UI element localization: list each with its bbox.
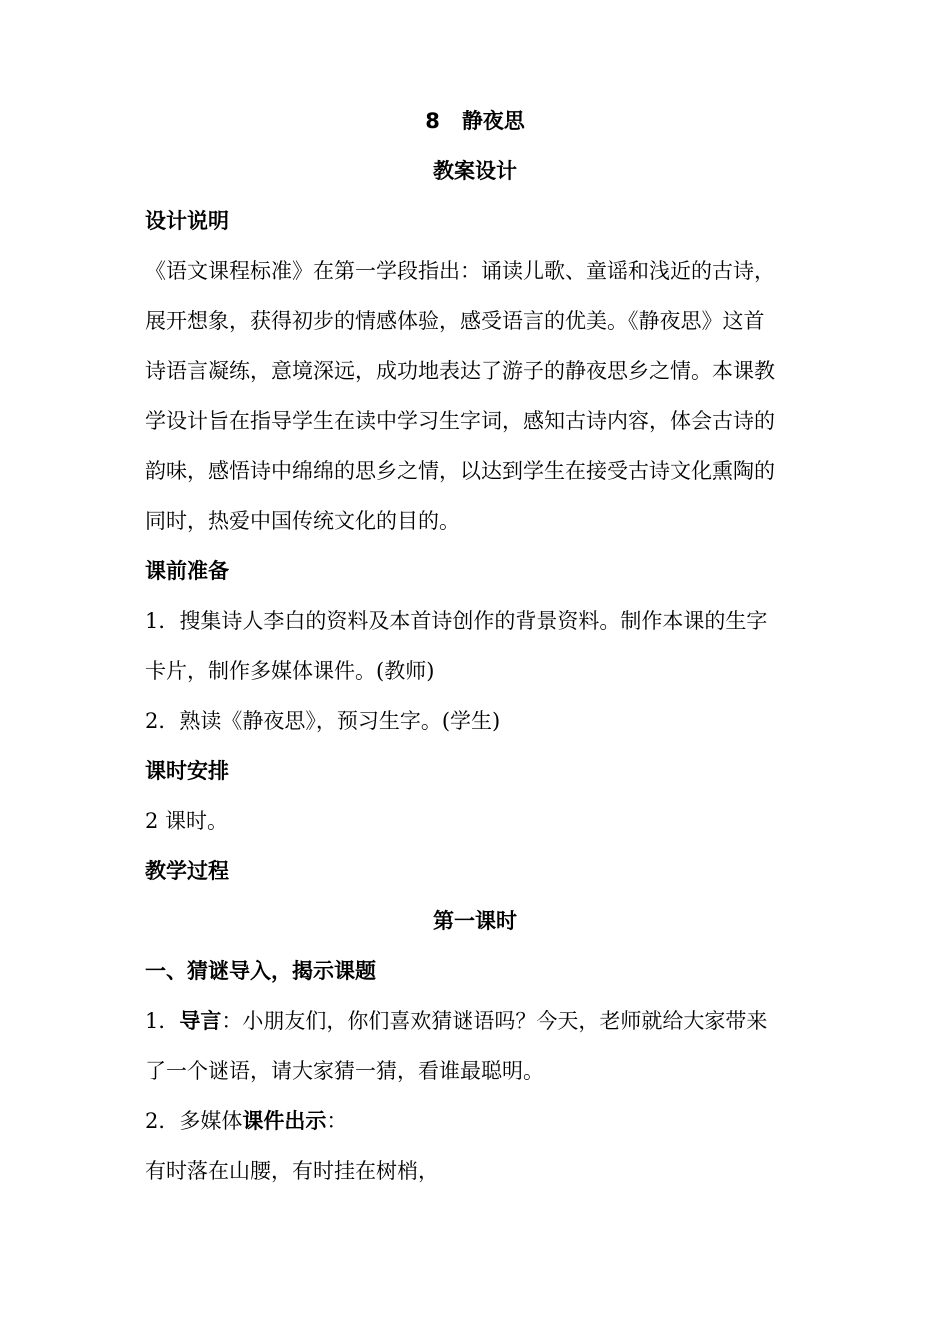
item-2-colon: ：: [326, 1109, 348, 1133]
item-1-text: ：小朋友们，你们喜欢猜谜语吗？今天，老师就给大家带来: [221, 1009, 768, 1033]
design-note-line: 《语文课程标准》在第一学段指出：诵读儿歌、童谣和浅近的古诗，: [145, 259, 775, 283]
item-2-label: 课件出示: [242, 1109, 327, 1133]
preparation-heading: 课前准备: [145, 559, 229, 583]
section-heading: 一、猜谜导入，揭示课题: [145, 959, 376, 983]
design-note-line: 展开想象，获得初步的情感体验，感受语言的优美。《静夜思》这首: [145, 309, 765, 333]
item-1-continued: 了一个谜语，请大家猜一猜，看谁最聪明。: [145, 1059, 544, 1083]
item-1-label: 导言: [179, 1009, 222, 1033]
preparation-line: 1．搜集诗人李白的资料及本首诗创作的背景资料。制作本课的生字: [145, 609, 768, 633]
process-heading: 教学过程: [145, 859, 229, 883]
design-note-line: 同时，热爱中国传统文化的目的。: [145, 509, 460, 533]
schedule-text: 2 课时。: [145, 809, 229, 833]
item-1: [145, 1006, 825, 1036]
riddle-line: 有时落在山腰，有时挂在树梢，: [145, 1159, 439, 1183]
item-1-prefix: 1．: [145, 1009, 180, 1033]
preparation-line: 2．熟读《静夜思》，预习生字。(学生): [145, 709, 501, 733]
design-note-heading: 设计说明: [145, 209, 229, 233]
lesson-title: [0, 106, 950, 136]
item-2: [145, 1106, 825, 1136]
design-note-line: 韵味，感悟诗中绵绵的思乡之情，以达到学生在接受古诗文化熏陶的: [145, 459, 775, 483]
design-note-line: 诗语言凝练，意境深远，成功地表达了游子的静夜思乡之情。本课教: [145, 359, 775, 383]
lesson-number: 8: [425, 109, 440, 133]
design-note-line: 学设计旨在指导学生在读中学习生字词，感知古诗内容，体会古诗的: [145, 409, 775, 433]
schedule-heading: 课时安排: [145, 759, 229, 783]
item-2-prefix: 2．多媒体: [145, 1109, 243, 1133]
lesson-title-text: 静夜思: [461, 109, 525, 133]
preparation-line: 卡片，制作多媒体课件。(教师): [145, 659, 435, 683]
subtitle: 教案设计: [433, 159, 517, 183]
first-lesson-title: 第一课时: [433, 909, 517, 933]
